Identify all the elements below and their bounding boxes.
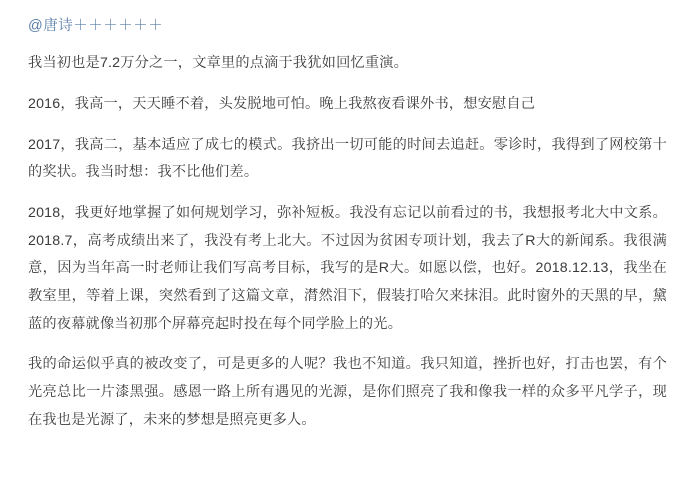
paragraph: 我当初也是7.2万分之一，文章里的点滴于我犹如回忆重演。 (28, 55, 409, 72)
article-body (28, 50, 667, 434)
author-handle: @唐诗＋＋＋＋＋＋ (28, 18, 164, 34)
paragraph: 2016，我高一，天天睡不着，头发脱地可怕。晚上我熬夜看课外书，想安慰自己 (28, 95, 536, 112)
paragraph: 我的命运似乎真的被改变了，可是更多的人呢？我也不知道。我只知道，挫折也好，打击也罢，有个光亮总比一片漆黑强。感恩一路上所有遇见的光源，是你们照亮了我和像我一样的众多平凡学子，现在我也是光源了，未来的梦想是照亮更多人。 (28, 356, 667, 428)
paragraph: 2017，我高二，基本适应了成七的模式。我挤出一切可能的时间去追赶。零诊时，我得到了网校第十的奖状。我当时想：我不比他们差。 (28, 136, 667, 181)
paragraph: 2018，我更好地掌握了如何规划学习，弥补短板。我没有忘记以前看过的书，我想报考北大中文系。2018.7，高考成绩出来了，我没有考上北大。不过因为贫困专项计划，我去了R大的新闻系。我很满意，因为当年高一时老师让我们写高考目标，我写的是R大。如愿以偿，也好。2018.12.13，我坐在教室里，等着上课，突然看到了这篇文章，潸然泪下，假装打哈欠来抹泪。此时窗外的天黑的早，黛蓝的夜幕就像当初那个屏幕亮起时投在每个同学脸上的光。 (28, 205, 667, 332)
